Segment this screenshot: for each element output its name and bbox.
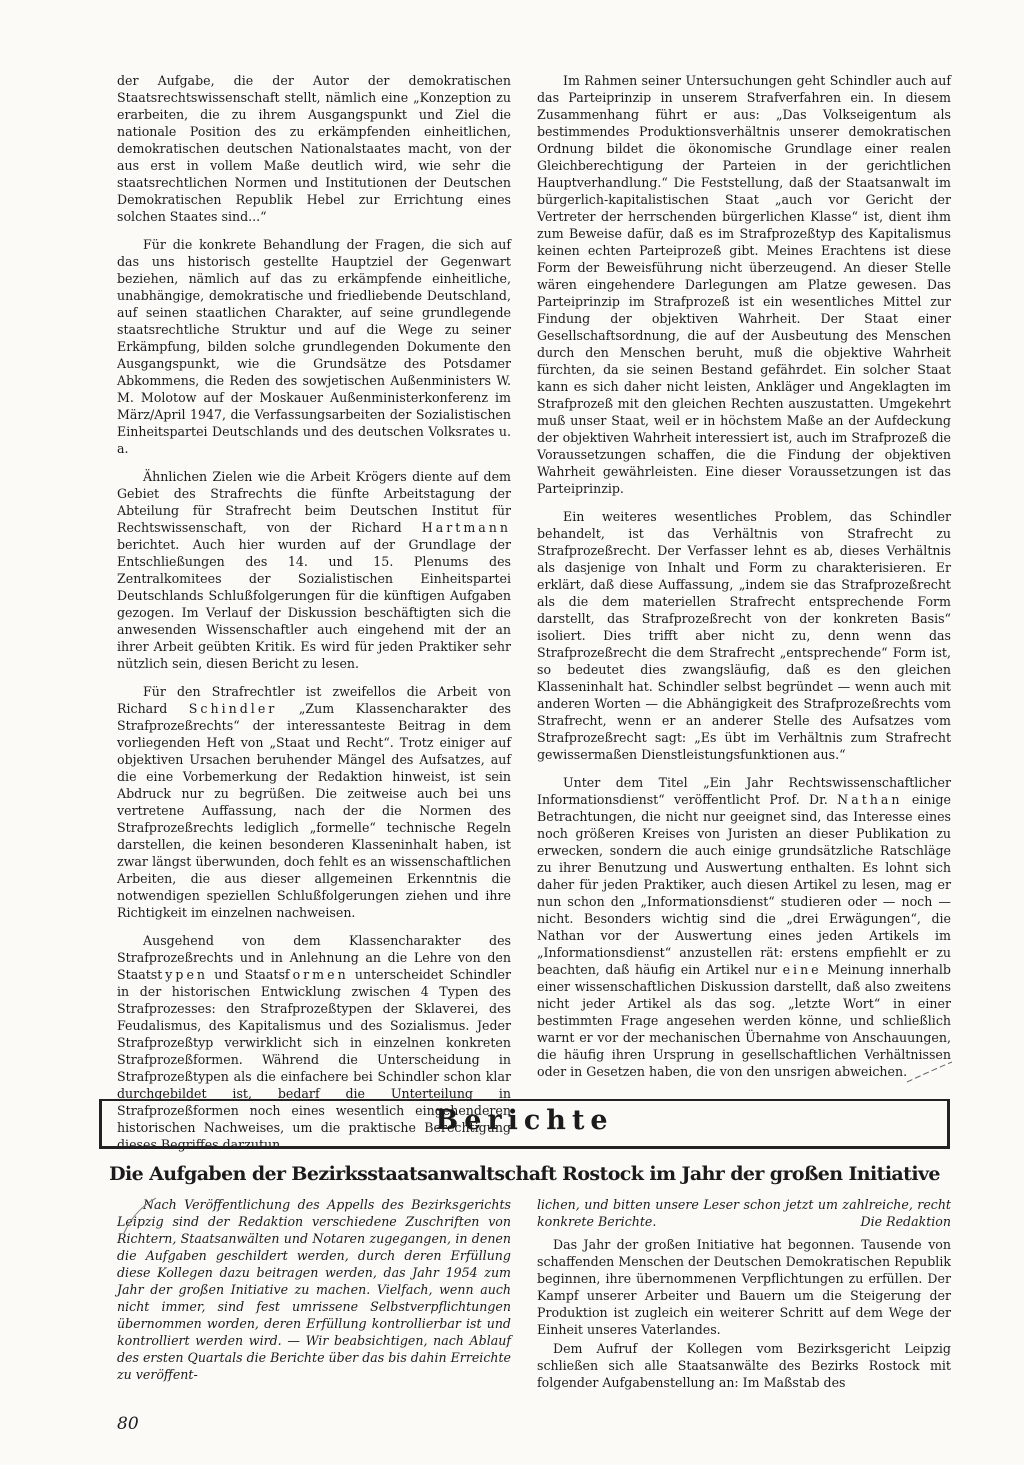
author-name-hartmann: Hartmann — [421, 520, 511, 535]
spaced-term: eine — [782, 962, 822, 977]
article-right-column — [537, 1196, 951, 1393]
editorial-note-text: Nach Veröffentlichung des Appells des Bezirksgerichts Leipzig sind der Redaktion verschiedene Zuschriften von Richtern, Staatsanwälten und Notaren zugegangen, in denen die Aufgaben geschildert werden, durch deren Erfüllung diese Kollegen dazu beitragen werden, das Jahr 1954 zum Jahr der großen Initiative zu machen. Vielfach, wenn auch nicht immer, sind fest umrissene Selbstverpflichtungen übernommen worden, deren Erfüllung kontrollierbar ist und kontrolliert werden wird. — Wir beabsichtigen, nach Ablauf des ersten Quartals die Berichte über das bis dahin Erreichte zu veröffent- — [117, 1197, 512, 1382]
section-heading: Berichte — [435, 1105, 614, 1136]
paragraph: Für die konkrete Behandlung der Fragen, die sich auf das uns historisch gestellte Hauptziel der Gegenwart beziehen, nämlich auf das zu erkämpfende einheitliche, unabhängige, demokratische und friedliebende Deutschland, auf seinen staatlichen Charakter, auf seine grundlegende staatsrechtliche Struktur und auf die Wege zu seiner Erkämpfung, bilden solche grundlegenden Dokumente den Ausgangspunkt, wie die Grundsätze des Potsdamer Abkommens, die Reden des sowjetischen Außenministers W. M. Molotow auf der Moskauer Außenministerkonferenz im März/April 1947, die Verfassungsarbeiten der Sozialistischen Einheitspartei Deutschlands und des deutschen Volksrates u. a. — [117, 237, 511, 456]
spaced-term: formen — [284, 967, 349, 982]
paragraph: Dem Aufruf der Kollegen vom Bezirksgericht Leipzig schließen sich alle Staatsanwälte des Bezirks Rostock mit folgender Aufgabenstellung an: Im Maßstab des — [537, 1341, 951, 1390]
paragraph: Das Jahr der großen Initiative hat begonnen. Tausende von schaffenden Menschen der Deutschen Demokratischen Republik beginnen, ihre übernommenen Verpflichtungen zu erfüllen. Der Kampf unserer Arbeiter und Bauern um die Steigerung der Produktion ist zugleich ein weiterer Schritt auf dem Wege der Einheit unseres Vaterlandes. — [537, 1237, 951, 1337]
paragraph: Für den Strafrechtler ist zweifellos die Arbeit von Richard Schindler „Zum Klassencharakter des Strafprozeßrechts“ der interessanteste Beitrag in dem vorliegenden Heft von „Staat und Recht“. Trotz einiger auf objektiven Ursachen beruhender Mängel des Aufsatzes, auf die eine Vorbemerkung der Redaktion hinweist, ist sein Abdruck nur zu begrüßen. Die zeitweise auch bei uns vertretene Auffassung, nach der die Normen des Strafprozeßrechts lediglich „formelle“ technische Regeln darstellen, die keinen besonderen Klasseninhalt haben, ist zwar längst überwunden, doch fehlt es an wissenschaftlichen Arbeiten, die aus dieser allgemeinen Erkenntnis die notwendigen speziellen Schlußfolgerungen ziehen und ihre Richtigkeit im einzelnen nachweisen. — [117, 684, 511, 920]
spaced-term: typen — [157, 967, 209, 982]
right-text-column — [537, 72, 951, 1091]
editorial-note-continuation: lichen, und bitten unsere Leser schon jetzt um zahlreiche, recht konkrete Berichte. Die Redaktion — [537, 1197, 951, 1229]
pencil-mark — [905, 1060, 955, 1085]
paragraph: der Aufgabe, die der Autor der demokratischen Staatsrechtswissenschaft stellt, nämlich eine „Konzeption zu erarbeiten, die zu ihrem Ausgangspunkt und Ziel die nationale Position des zu erkämpfenden einheitlichen, demokratischen deutschen Nationalstaates macht, von der aus erst in vollem Maße deutlich wird, wie sehr die staatsrechtlichen Normen und Institutionen der Deutschen Demokratischen Republik Hebel zur Errichtung eines solchen Staates sind...“ — [117, 73, 511, 224]
editorial-note-left — [117, 1196, 511, 1383]
author-name-nathan: Nathan — [837, 792, 903, 807]
paragraph: Ähnlichen Zielen wie die Arbeit Krögers diente auf dem Gebiet des Strafrechts die fünfte Arbeitstagung der Abteilung für Strafrecht beim Deutschen Institut für Rechtswissenschaft, von der Richard Hartmann berichtet. Auch hier wurden auf der Grundlage der Entschließungen des 14. und 15. Plenums des Zentralkomitees der Sozialistischen Einheitspartei Deutschlands Schlußfolgerungen für die künftigen Aufgaben gezogen. Im Verlauf der Diskussion beschäftigten sich die anwesenden Wissenschaftler auch eingehend mit der an ihrer Arbeit geübten Kritik. Es wird für jeden Praktiker sehr nützlich sein, diesen Bericht zu lesen. — [117, 469, 511, 671]
editorial-signature: Die Redaktion — [860, 1214, 951, 1229]
left-text-column — [117, 72, 511, 1164]
section-banner — [99, 1099, 950, 1149]
paragraph: Im Rahmen seiner Untersuchungen geht Schindler auch auf das Parteiprinzip in unserem Strafverfahren ein. In diesem Zusammenhang führt er aus: „Das Volkseigentum als bestimmendes Produktionsverhältnis unserer demokratischen Ordnung bildet die ökonomische Grundlage einer realen Gleichberechtigung der Parteien in der gerichtlichen Hauptverhandlung.“ Die Feststellung, daß der Staatsanwalt im bürgerlich-kapitalistischen Staat „auch vor Gericht der Vertreter der herrschenden bürgerlichen Klasse“ ist, dient ihm zum Beweise dafür, daß es im Strafprozeßtyp des Kapitalismus keinen echten Parteiprozeß gibt. Meines Erachtens ist diese Form der Beweisführung nicht überzeugend. An dieser Stelle wären eingehendere Darlegungen am Platze gewesen. Das Parteiprinzip im Strafprozeß ist ein wesentliches Mittel zur Findung der objektiven Wahrheit. Der Staat einer Gesellschaftsordnung, die auf der Ausbeutung des Menschen durch den Menschen beruht, muß die objektive Wahrheit fürchten, da sie seinen Bestand gefährdet. Ein solcher Staat kann es sich daher nicht leisten, Ankläger und Angeklagten im Strafprozeß mit den gleichen Rechten auszustatten. Umgekehrt muß unser Staat, weil er in höchstem Maße an der Aufdeckung der objektiven Wahrheit interessiert ist, auch im Strafprozeß die Voraussetzungen schaffen, die die Findung der objektiven Wahrheit gewährleisten. Eine dieser Voraussetzungen ist das Parteiprinzip. — [537, 73, 951, 496]
pencil-mark — [120, 1195, 160, 1235]
page-number: 80 — [117, 1414, 139, 1434]
author-name-schindler: Schindler — [188, 701, 278, 716]
paragraph: Unter dem Titel „Ein Jahr Rechtswissenschaftlicher Informationsdienst“ veröffentlicht Prof. Dr. Nathan einige Betrachtungen, die nicht nur geeignet sind, das Interesse eines noch größeren Kreises von Juristen an dieser Publikation zu erwecken, sondern die auch einige grundsätzliche Ratschläge zu ihrer Benutzung und Auswertung enthalten. Es lohnt sich daher für jeden Praktiker, auch diesen Artikel zu lesen, mag er nun schon den „Informationsdienst“ studieren oder — noch — nicht. Besonders wichtig sind die „drei Erwägungen“, die Nathan vor der Auswertung eines jeden Artikels im „Informationsdienst“ anzustellen rät: erstens empfiehlt er zu beachten, daß häufig ein Artikel nur eine Meinung innerhalb einer wissenschaftlichen Diskussion darstellt, daß also zweitens nicht jeder Artikel als das sog. „letzte Wort“ in einer bestimmten Frage angesehen werden könne, und schließlich warnt er vor der mechanischen Übernahme von Anschauungen, die häufig ihren Ursprung in gesellschaftlichen Verhältnissen oder in Gesetzen haben, die von den unsrigen abweichen. — [537, 775, 951, 1079]
article-headline: Die Aufgaben der Bezirksstaatsanwaltschaft Rostock im Jahr der großen Initiative — [109, 1163, 940, 1185]
paragraph: Ein weiteres wesentliches Problem, das Schindler behandelt, ist das Verhältnis von Strafrecht zu Strafprozeßrecht. Der Verfasser lehnt es ab, dieses Verhältnis als dasjenige von Inhalt und Form zu charakterisieren. Er erklärt, daß diese Auffassung, „indem sie das Strafprozeßrecht als die dem materiellen Strafrecht entsprechende Form darstellt, das Strafprozeßrecht von der konkreten Basis“ isoliert. Dies trifft aber nicht zu, denn wenn das Strafprozeßrecht die dem Strafrecht „entsprechende“ Form ist, so bedeutet dies zwangsläufig, daß es den gleichen Klasseninhalt hat. Schindler selbst begründet — wenn auch mit anderen Worten — die Abhängigkeit des Strafprozeßrechts vom Strafrecht, wenn er an anderer Stelle des Aufsatzes vom Strafprozeßrecht sagt: „Es übt im Verhältnis zum Strafrecht gewissermaßen Dienstleistungsfunktionen aus.“ — [537, 509, 951, 762]
paragraph: Ausgehend von dem Klassencharakter des Strafprozeßrechts und in Anlehnung an die Lehre von den Staatstypen und Staatsformen unterscheidet Schindler in der historischen Entwicklung zwischen 4 Typen des Strafprozesses: den Strafprozeßtypen der Sklaverei, des Feudalismus, des Kapitalismus und des Sozialismus. Jeder Strafprozeßtyp verwirklicht sich in einzelnen konkreten Strafprozeßformen. Während die Unterscheidung in Strafprozeßtypen als die einfachere bei Schindler schon klar durchgebildet ist, bedarf die Unterteilung in Strafprozeßformen noch eines wesentlich eingehenderen historischen Nachweises, um die praktische Berechtigung dieses Begriffes darzutun. — [117, 933, 511, 1152]
